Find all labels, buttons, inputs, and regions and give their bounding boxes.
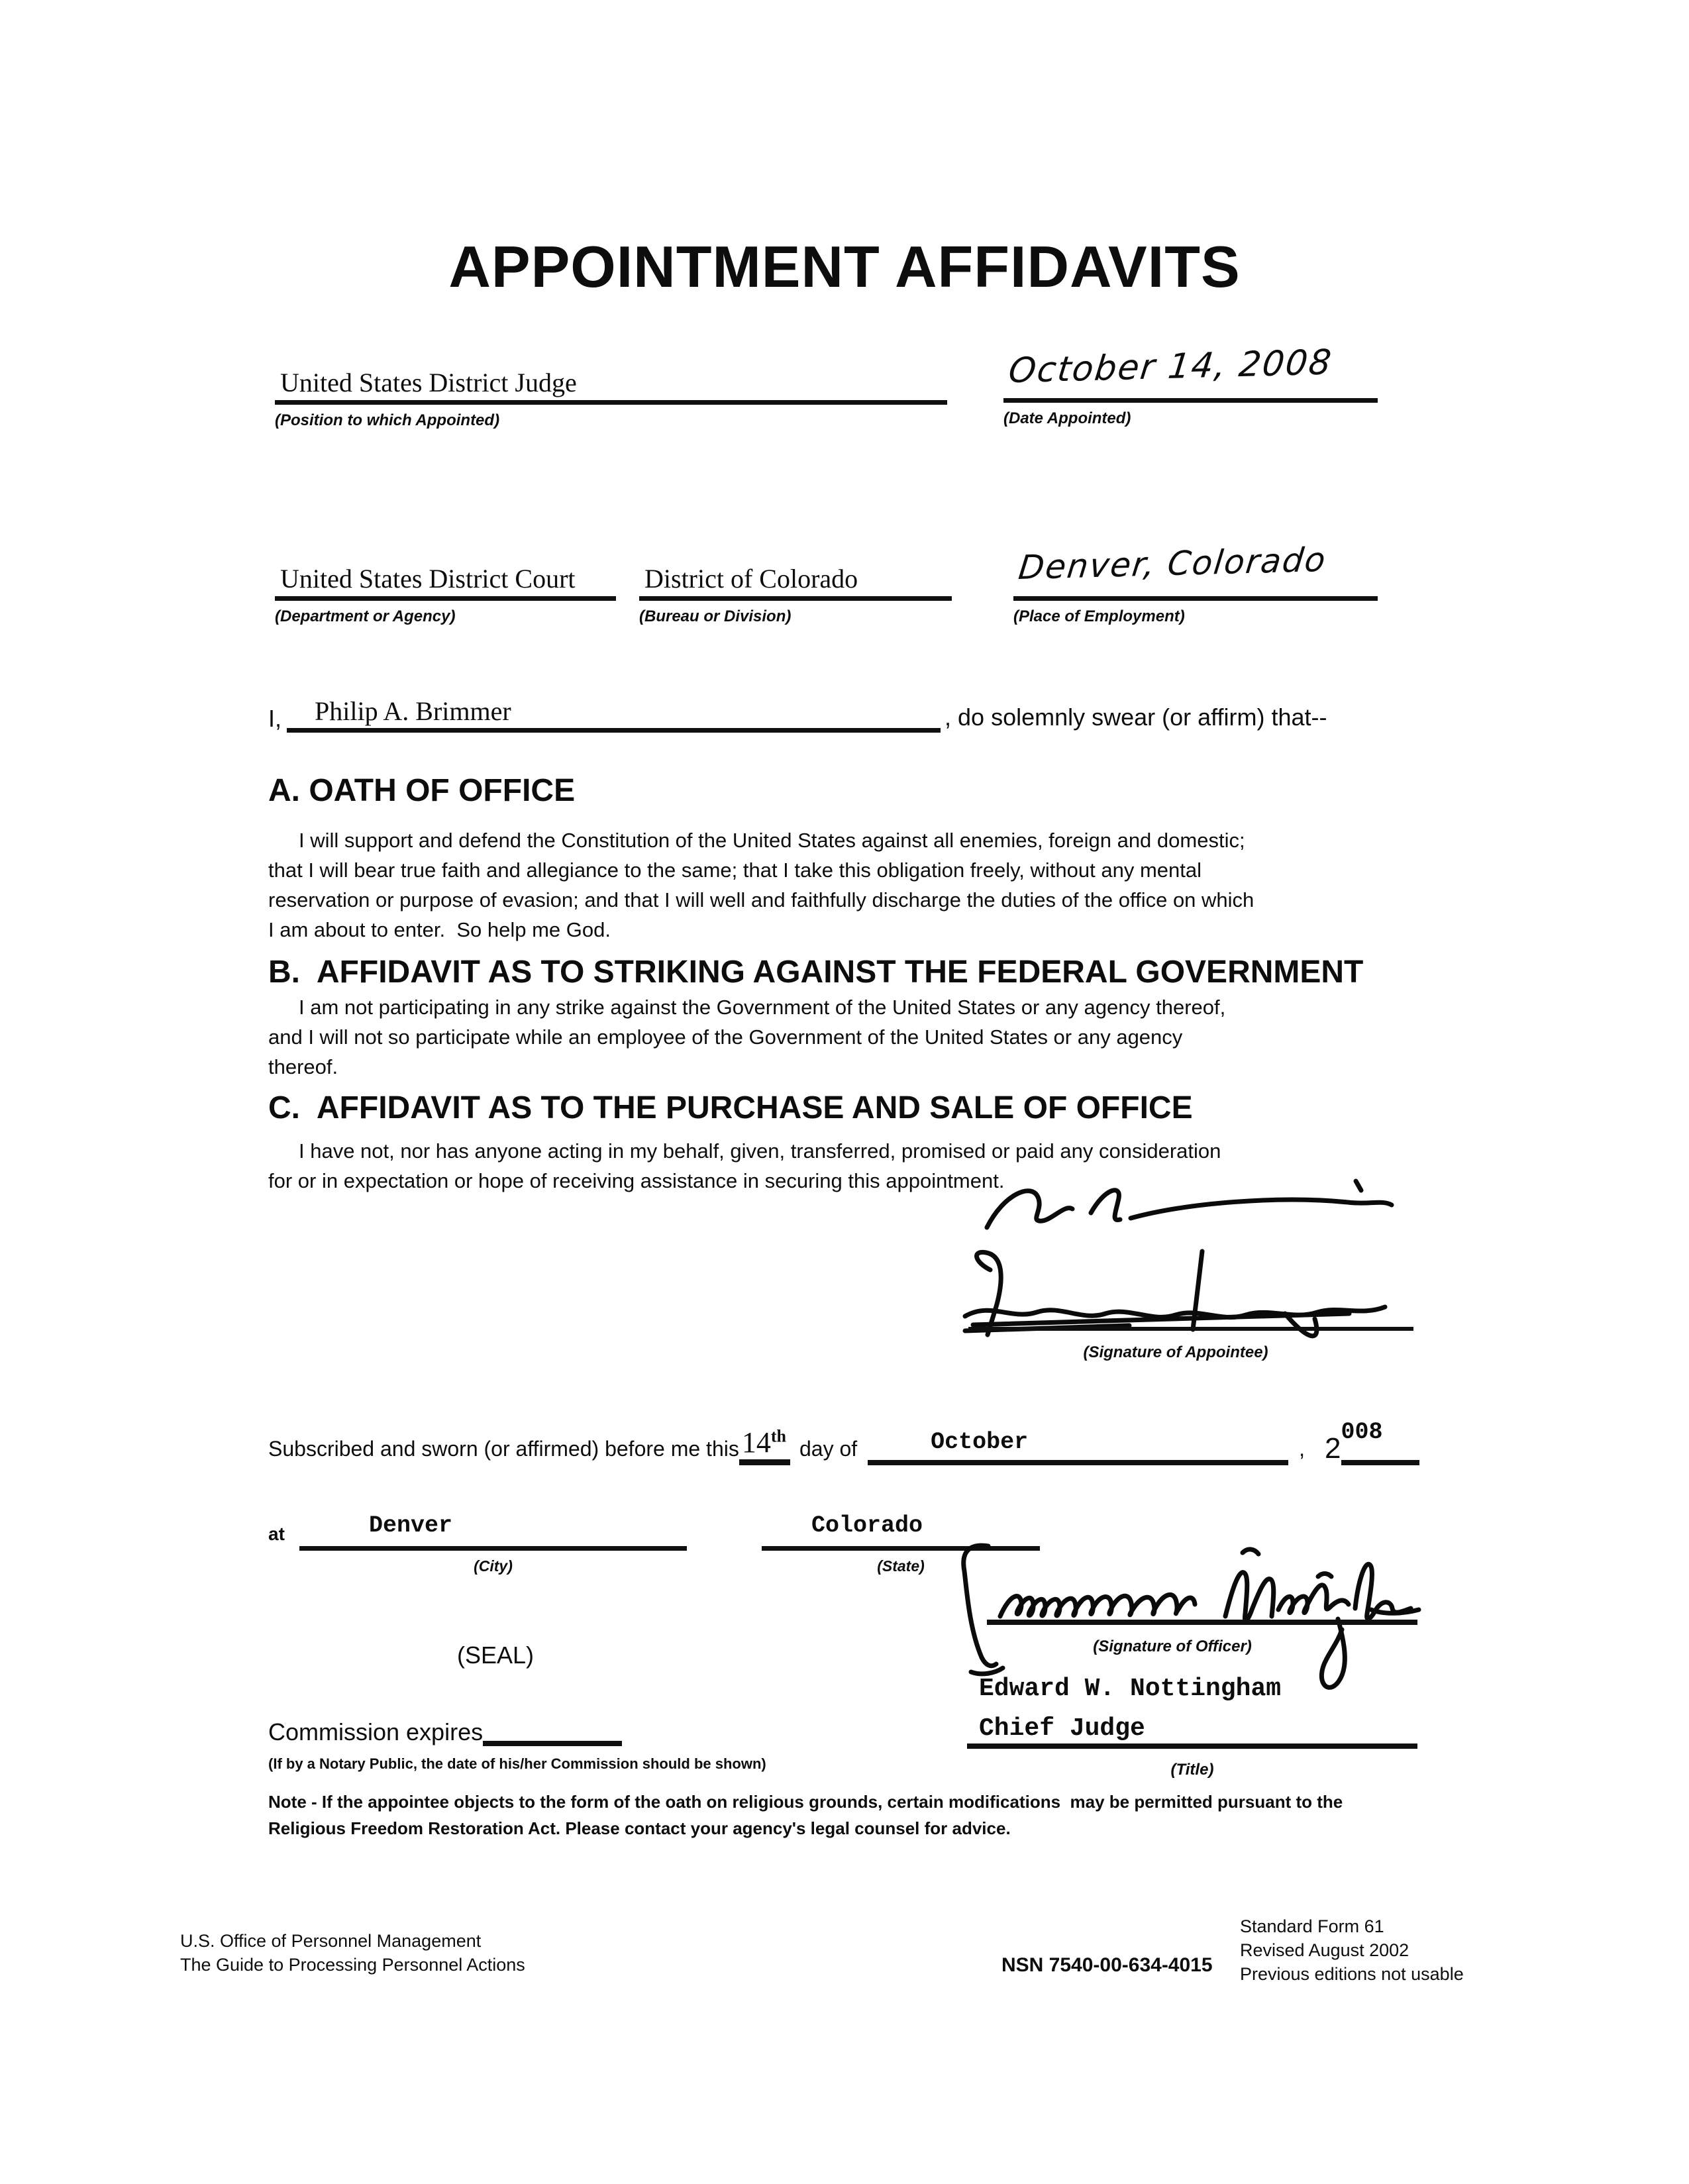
subscribed-comma: , [1299, 1437, 1305, 1461]
section-a-heading: A. OATH OF OFFICE [268, 773, 576, 808]
city-field [299, 1505, 687, 1575]
place-value: Denver, Colorado [1016, 540, 1329, 588]
commission-expires-blank [483, 1714, 622, 1746]
section-a-paragraph [268, 825, 1254, 945]
day-number: 14 [741, 1426, 771, 1459]
bureau-field [639, 562, 952, 626]
commission-expires-row [268, 1714, 622, 1746]
appointee-signature-line [968, 1327, 1413, 1331]
note-line: Religious Freedom Restoration Act. Please contact your agency's legal counsel for advice. [268, 1818, 1011, 1838]
position-value: United States District Judge [280, 368, 577, 397]
day-ordinal: th [770, 1426, 786, 1446]
year-century: 2 [1325, 1432, 1341, 1465]
paragraph-line: I am not participating in any strike against the Government of the United States or any agency thereof, [299, 996, 1226, 1019]
officer-signature-label: (Signature of Officer) [1093, 1638, 1252, 1655]
subscribed-line [268, 1418, 1424, 1465]
department-field [275, 562, 616, 626]
state-value: Colorado [811, 1512, 923, 1539]
religious-note [268, 1789, 1343, 1842]
paragraph-line: thereof. [268, 1055, 338, 1078]
commission-expires-label: Commission expires [268, 1718, 484, 1745]
paragraph-line: I have not, nor has anyone acting in my behalf, given, transferred, promised or paid any consideration [299, 1139, 1221, 1163]
place-label: (Place of Employment) [1013, 607, 1185, 625]
bureau-value: District of Colorado [644, 564, 858, 594]
at-label: at [268, 1524, 285, 1544]
section-b-paragraph [268, 992, 1225, 1082]
page-title: APPOINTMENT AFFIDAVITS [448, 234, 1241, 299]
footer-right [1240, 1914, 1464, 1986]
footer-form-number: Standard Form 61 [1240, 1916, 1384, 1936]
year-field [1341, 1420, 1419, 1465]
paragraph-line: reservation or purpose of evasion; and that I will well and faithfully discharge the duties of the office on which [268, 888, 1254, 911]
date-appointed-value: October 14, 2008 [1006, 342, 1335, 391]
officer-name: Edward W. Nottingham [979, 1675, 1282, 1703]
date-appointed-label: (Date Appointed) [1003, 409, 1131, 427]
date-appointed-field [1003, 335, 1378, 428]
section-b-heading: B. AFFIDAVIT AS TO STRIKING AGAINST THE FEDERAL GOVERNMENT [268, 955, 1364, 990]
intro-suffix: , do solemnly swear (or affirm) that-- [945, 703, 1327, 731]
officer-title-value: Chief Judge [979, 1714, 1145, 1743]
footer-editions: Previous editions not usable [1240, 1964, 1464, 1984]
city-label: (City) [474, 1557, 513, 1575]
city-value: Denver [369, 1512, 453, 1539]
intro-i: I, [268, 705, 282, 732]
footer-guide: The Guide to Processing Personnel Actions [180, 1955, 525, 1975]
footer-opm: U.S. Office of Personnel Management [180, 1931, 482, 1951]
paragraph-line: and I will not so participate while an employee of the Government of the United States or any agency [268, 1025, 1183, 1049]
note-line: Note - If the appointee objects to the form of the oath on religious grounds, certain modifications may be permitted pursuant to the [268, 1792, 1343, 1812]
position-field [275, 366, 947, 430]
department-label: (Department or Agency) [275, 607, 456, 625]
paragraph-line: I will support and defend the Constitution of the United States against all enemies, foreign and domestic; [299, 829, 1245, 852]
department-underline [275, 596, 616, 601]
appointee-signature [924, 1163, 1424, 1348]
paragraph-line: for or in expectation or hope of receiving assistance in securing this appointment. [268, 1169, 1005, 1192]
commission-note: (If by a Notary Public, the date of his/her Commission should be shown) [268, 1755, 766, 1772]
place-field [1013, 530, 1378, 626]
appointee-name: Philip A. Brimmer [287, 696, 941, 733]
day-value [739, 1426, 790, 1465]
subscribed-mid: day of [799, 1437, 858, 1461]
seal-text: (SEAL) [457, 1641, 535, 1669]
paragraph-line: that I will bear true faith and allegiance to the same; that I take this obligation freely, without any mental [268, 858, 1202, 882]
title-underline [967, 1743, 1417, 1749]
subscribed-prefix: Subscribed and sworn (or affirmed) before me this [268, 1437, 739, 1461]
footer-left [180, 1929, 525, 1977]
footer-nsn: NSN 7540-00-634-4015 [1001, 1954, 1213, 1976]
position-label: (Position to which Appointed) [275, 411, 500, 429]
bureau-underline [639, 596, 952, 601]
footer-revision: Revised August 2002 [1240, 1940, 1409, 1960]
title-label: (Title) [1170, 1761, 1214, 1779]
department-value: United States District Court [280, 564, 576, 594]
position-underline [275, 400, 947, 405]
paragraph-line: I am about to enter. So help me God. [268, 918, 611, 941]
appointee-signature-label: (Signature of Appointee) [1083, 1343, 1268, 1361]
oath-intro-line [268, 689, 1421, 733]
city-underline [299, 1546, 687, 1551]
year-value: 008 [1341, 1419, 1383, 1445]
section-c-heading: C. AFFIDAVIT AS TO THE PURCHASE AND SALE OF OFFICE [268, 1090, 1193, 1125]
bureau-label: (Bureau or Division) [639, 607, 792, 625]
officer-signature-line [987, 1620, 1417, 1625]
month-value: October [868, 1426, 1288, 1465]
state-label: (State) [877, 1557, 925, 1575]
